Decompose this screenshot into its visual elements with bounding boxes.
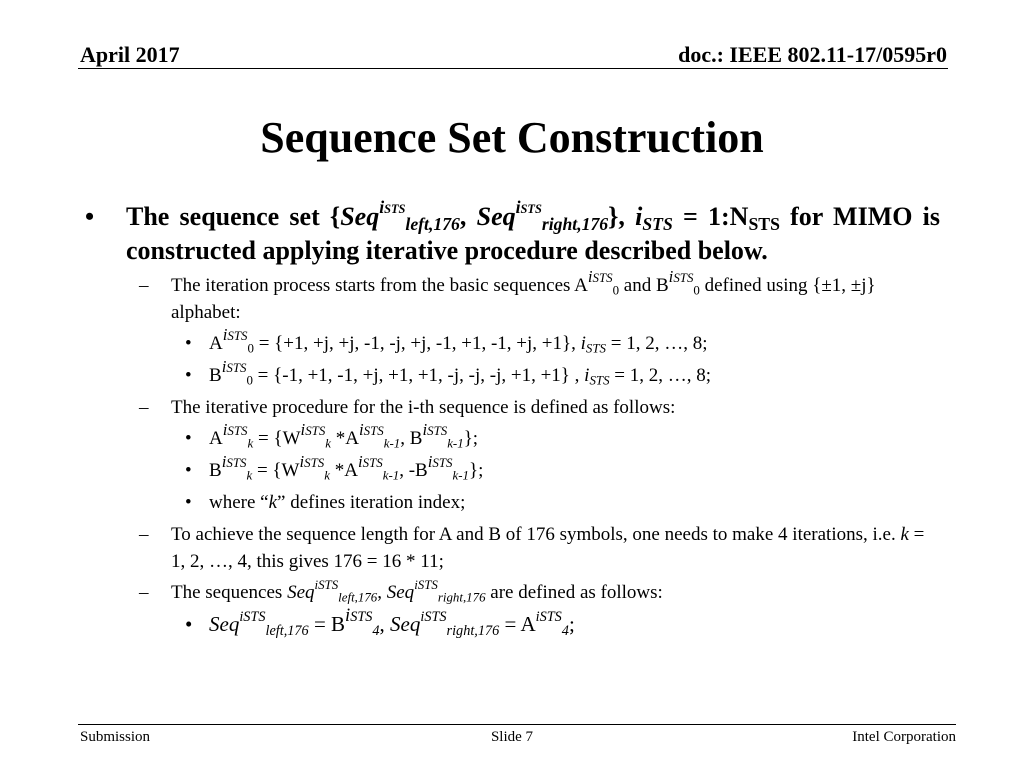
header-doc-id: doc.: IEEE 802.11-17/0595r0 — [678, 42, 947, 67]
dot-marker: • — [185, 492, 192, 513]
dot-marker: • — [185, 460, 192, 481]
item-iteration-index: • where “k” defines iteration index; — [85, 489, 940, 517]
item-ak-recursion: • $A^{iSTS}_k = \{W^{iSTS}_k$ $*A^{iSTS}_{k-1}$, $B^{iSTS}_{k-1}$}; — [85, 425, 940, 453]
footer-slide-number: Slide 7 — [490, 729, 534, 745]
sub-bullet-final-sequences: – The sequences Seq$^{iSTS}_{left,176}$, Seq$^{iSTS}_{right,176}$ are defined as follows: — [139, 576, 663, 605]
item-b0-definition: • $B^{iSTS}_0 = \{-1$, +1, -1, +j, +1, +1, -j, -j, -j, +1, +1} , $i_{STS} = 1$, 2, …, 8; — [85, 362, 940, 390]
dash-marker: – — [139, 275, 149, 296]
footer-company: Intel Corporation — [852, 729, 956, 745]
sub-bullet-iterative-procedure: – The iterative procedure for the i-th sequence is defined as follows: — [85, 394, 940, 421]
item-a0-definition: • $A^{iSTS}_0 = \{+1$, +j, +j, -1, -j, +j, -1, +1, -1, +j, +1}, $i_{STS} = 1$, 2, …, 8; — [85, 330, 940, 358]
header-rule — [78, 68, 948, 69]
dot-marker: • — [185, 365, 192, 386]
dash-marker: – — [139, 524, 149, 545]
slide-title: Sequence Set Construction — [260, 113, 764, 162]
dash-marker: – — [139, 582, 149, 603]
sub-bullet-iteration-start: – The iteration process starts from the basic sequences $A^{iSTS}_0$ and $B^{iSTS}_0$ defined using {±1, ±j} alphabet: — [139, 266, 876, 323]
footer-rule — [78, 724, 956, 725]
footer-submission: Submission — [80, 729, 151, 745]
dot-marker: • — [185, 333, 192, 354]
sub-bullet-sequence-length: – To achieve the sequence length for A and B of 176 symbols, one needs to make 4 iterations, i.e. k = 1, 2, …, 4, this gives 176 = 16 * 11; — [85, 521, 940, 575]
item-bk-recursion: • $B^{iSTS}_k = \{W^{iSTS}_k$ $*A^{iSTS}_{k-1}$, $-B^{iSTS}_{k-1}$}; — [85, 457, 940, 485]
slide-body — [85, 196, 941, 639]
dash-marker: – — [139, 397, 149, 418]
item-final-definition: • $Seq^{iSTS}_{left,176} = B^{iSTS}_4$, $Seq^{iSTS}_{right,176} = A^{iSTS}_4$; — [185, 605, 575, 639]
dot-marker: • — [185, 428, 192, 449]
main-bullet: • The sequence set {Seq$^{iSTS}_{left,176}$, Seq$^{iSTS}_{right,176}$}, $i_{STS}$ = $1:N_{STS}$ for MIMO is constructed applying iterative procedure described below. — [85, 196, 941, 265]
bullet-marker: • — [85, 202, 95, 231]
dot-marker: • — [185, 612, 193, 636]
header-date: April 2017 — [80, 42, 180, 67]
